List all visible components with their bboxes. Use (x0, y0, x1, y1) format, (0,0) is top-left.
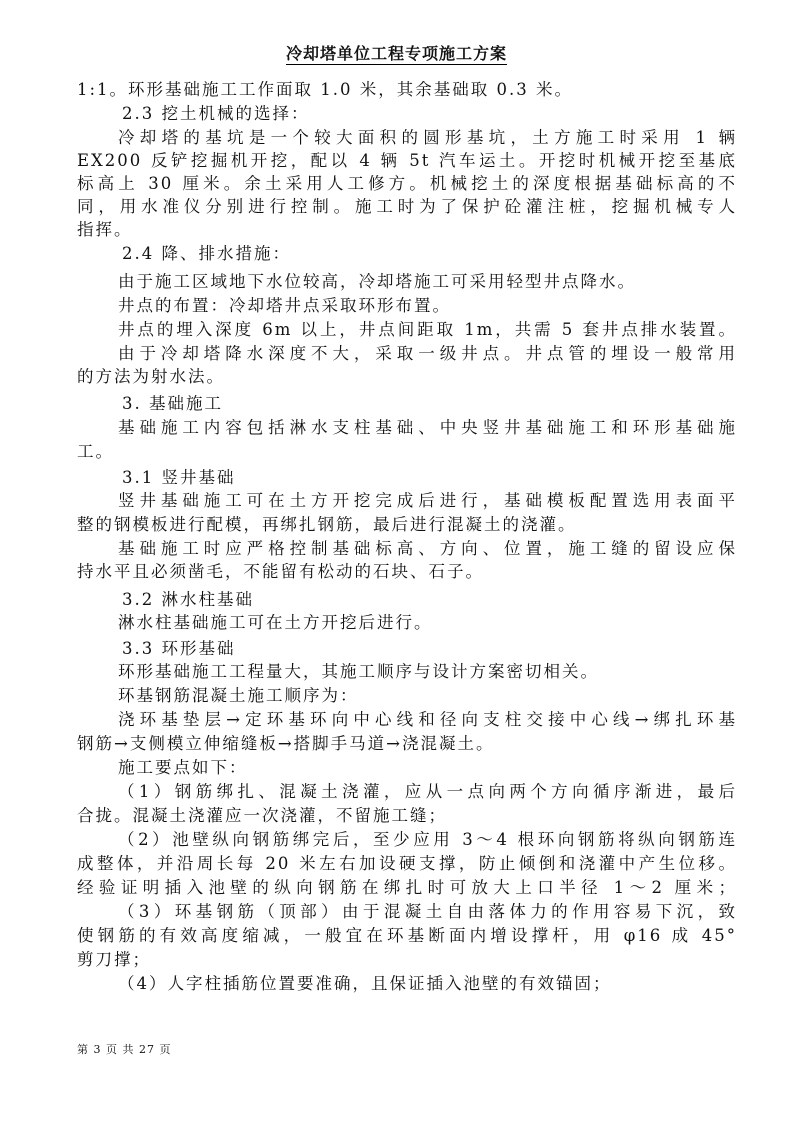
text-line: 环基钢筋混凝土施工顺序为： (118, 686, 359, 705)
text-line: 3.2 淋水柱基础 (122, 590, 254, 609)
text-line: 工。 (77, 442, 114, 461)
text-line: 3.1 竖井基础 (122, 468, 236, 487)
document-title: 冷却塔单位工程专项施工方案 (285, 44, 507, 63)
text-line: 施工要点如下： (118, 758, 248, 777)
text-line: 同，用水准仪分别进行控制。施工时为了保护砼灌注桩，挖掘机械专人 (77, 197, 737, 216)
text-line: 竖井基础施工可在土方开挖完成后进行，基础模板配置选用表面平 (118, 491, 737, 510)
text-line: 合拢。混凝土浇灌应一次浇灌，不留施工缝； (77, 806, 447, 825)
text-line: （4）人字柱插筋位置要准确，且保证插入池壁的有效锚固； (118, 974, 612, 993)
text-line: 1:1。环形基础施工工作面取 1.0 米，其余基础取 0.3 米。 (77, 80, 574, 99)
text-line: （1）钢筋绑扎、混凝土浇灌，应从一点向两个方向循序渐进，最后 (118, 782, 737, 801)
text-line: 3.3 环形基础 (122, 639, 236, 658)
text-line: 2.3 挖土机械的选择： (122, 104, 310, 123)
text-line: （2）池壁纵向钢筋绑完后，至少应用 3～4 根环向钢筋将纵向钢筋连 (118, 830, 737, 849)
page-header (0, 41, 793, 64)
text-line: 经验证明插入池壁的纵向钢筋在绑扎时可放大上口半径 1～2 厘米； (77, 878, 737, 897)
text-line: 指挥。 (77, 220, 133, 239)
text-line: （3）环基钢筋（顶部）由于混凝土自由落体力的作用容易下沉，致 (118, 902, 737, 921)
text-line: 淋水柱基础施工可在土方开挖后进行。 (118, 613, 433, 632)
text-line: 井点的埋入深度 6m 以上，井点间距取 1m，共需 5 套井点排水装置。 (118, 320, 737, 339)
text-line: 整的钢模板进行配模，再绑扎钢筋，最后进行混凝土的浇灌。 (77, 515, 577, 534)
text-line: 标高上 30 厘米。余土采用人工修方。机械挖土的深度根据基础标高的不 (77, 174, 737, 193)
text-line: 浇环基垫层→定环基环向中心线和径向支柱交接中心线→绑扎环基 (118, 710, 737, 729)
text-line: 的方法为射水法。 (77, 367, 225, 386)
text-line: EX200 反铲挖掘机开挖，配以 4 辆 5t 汽车运土。开挖时机械开挖至基底 (77, 151, 737, 170)
page-footer: 第 3 页 共 27 页 (77, 1043, 172, 1056)
text-line: 冷却塔的基坑是一个较大面积的圆形基坑，土方施工时采用 1 辆 (118, 128, 737, 147)
text-line: 环形基础施工工程量大，其施工顺序与设计方案密切相关。 (118, 662, 599, 681)
text-line: 3. 基础施工 (122, 394, 223, 413)
text-line: 2.4 降、排水措施： (122, 244, 291, 263)
text-line: 钢筋→支侧模立伸缩缝板→搭脚手马道→浇混凝土。 (77, 734, 495, 753)
text-line: 使钢筋的有效高度缩减，一般宜在环基断面内增设撑杆，用 φ16 成 45° (77, 926, 737, 945)
text-line: 由于冷却塔降水深度不大，采取一级井点。井点管的埋设一般常用 (118, 344, 737, 363)
text-line: 成整体，并沿周长每 20 米左右加设硬支撑，防止倾倒和浇灌中产生位移。 (77, 854, 737, 873)
text-line: 持水平且必须凿毛，不能留有松动的石块、石子。 (77, 562, 484, 581)
text-line: 剪刀撑； (77, 950, 151, 969)
text-line: 井点的布置：冷却塔井点采取环形布置。 (118, 296, 451, 315)
text-line: 基础施工内容包括淋水支柱基础、中央竖井基础施工和环形基础施 (118, 418, 737, 437)
text-line: 基础施工时应严格控制基础标高、方向、位置，施工缝的留设应保 (118, 539, 737, 558)
text-line: 由于施工区域地下水位较高，冷却塔施工可采用轻型井点降水。 (118, 272, 636, 291)
